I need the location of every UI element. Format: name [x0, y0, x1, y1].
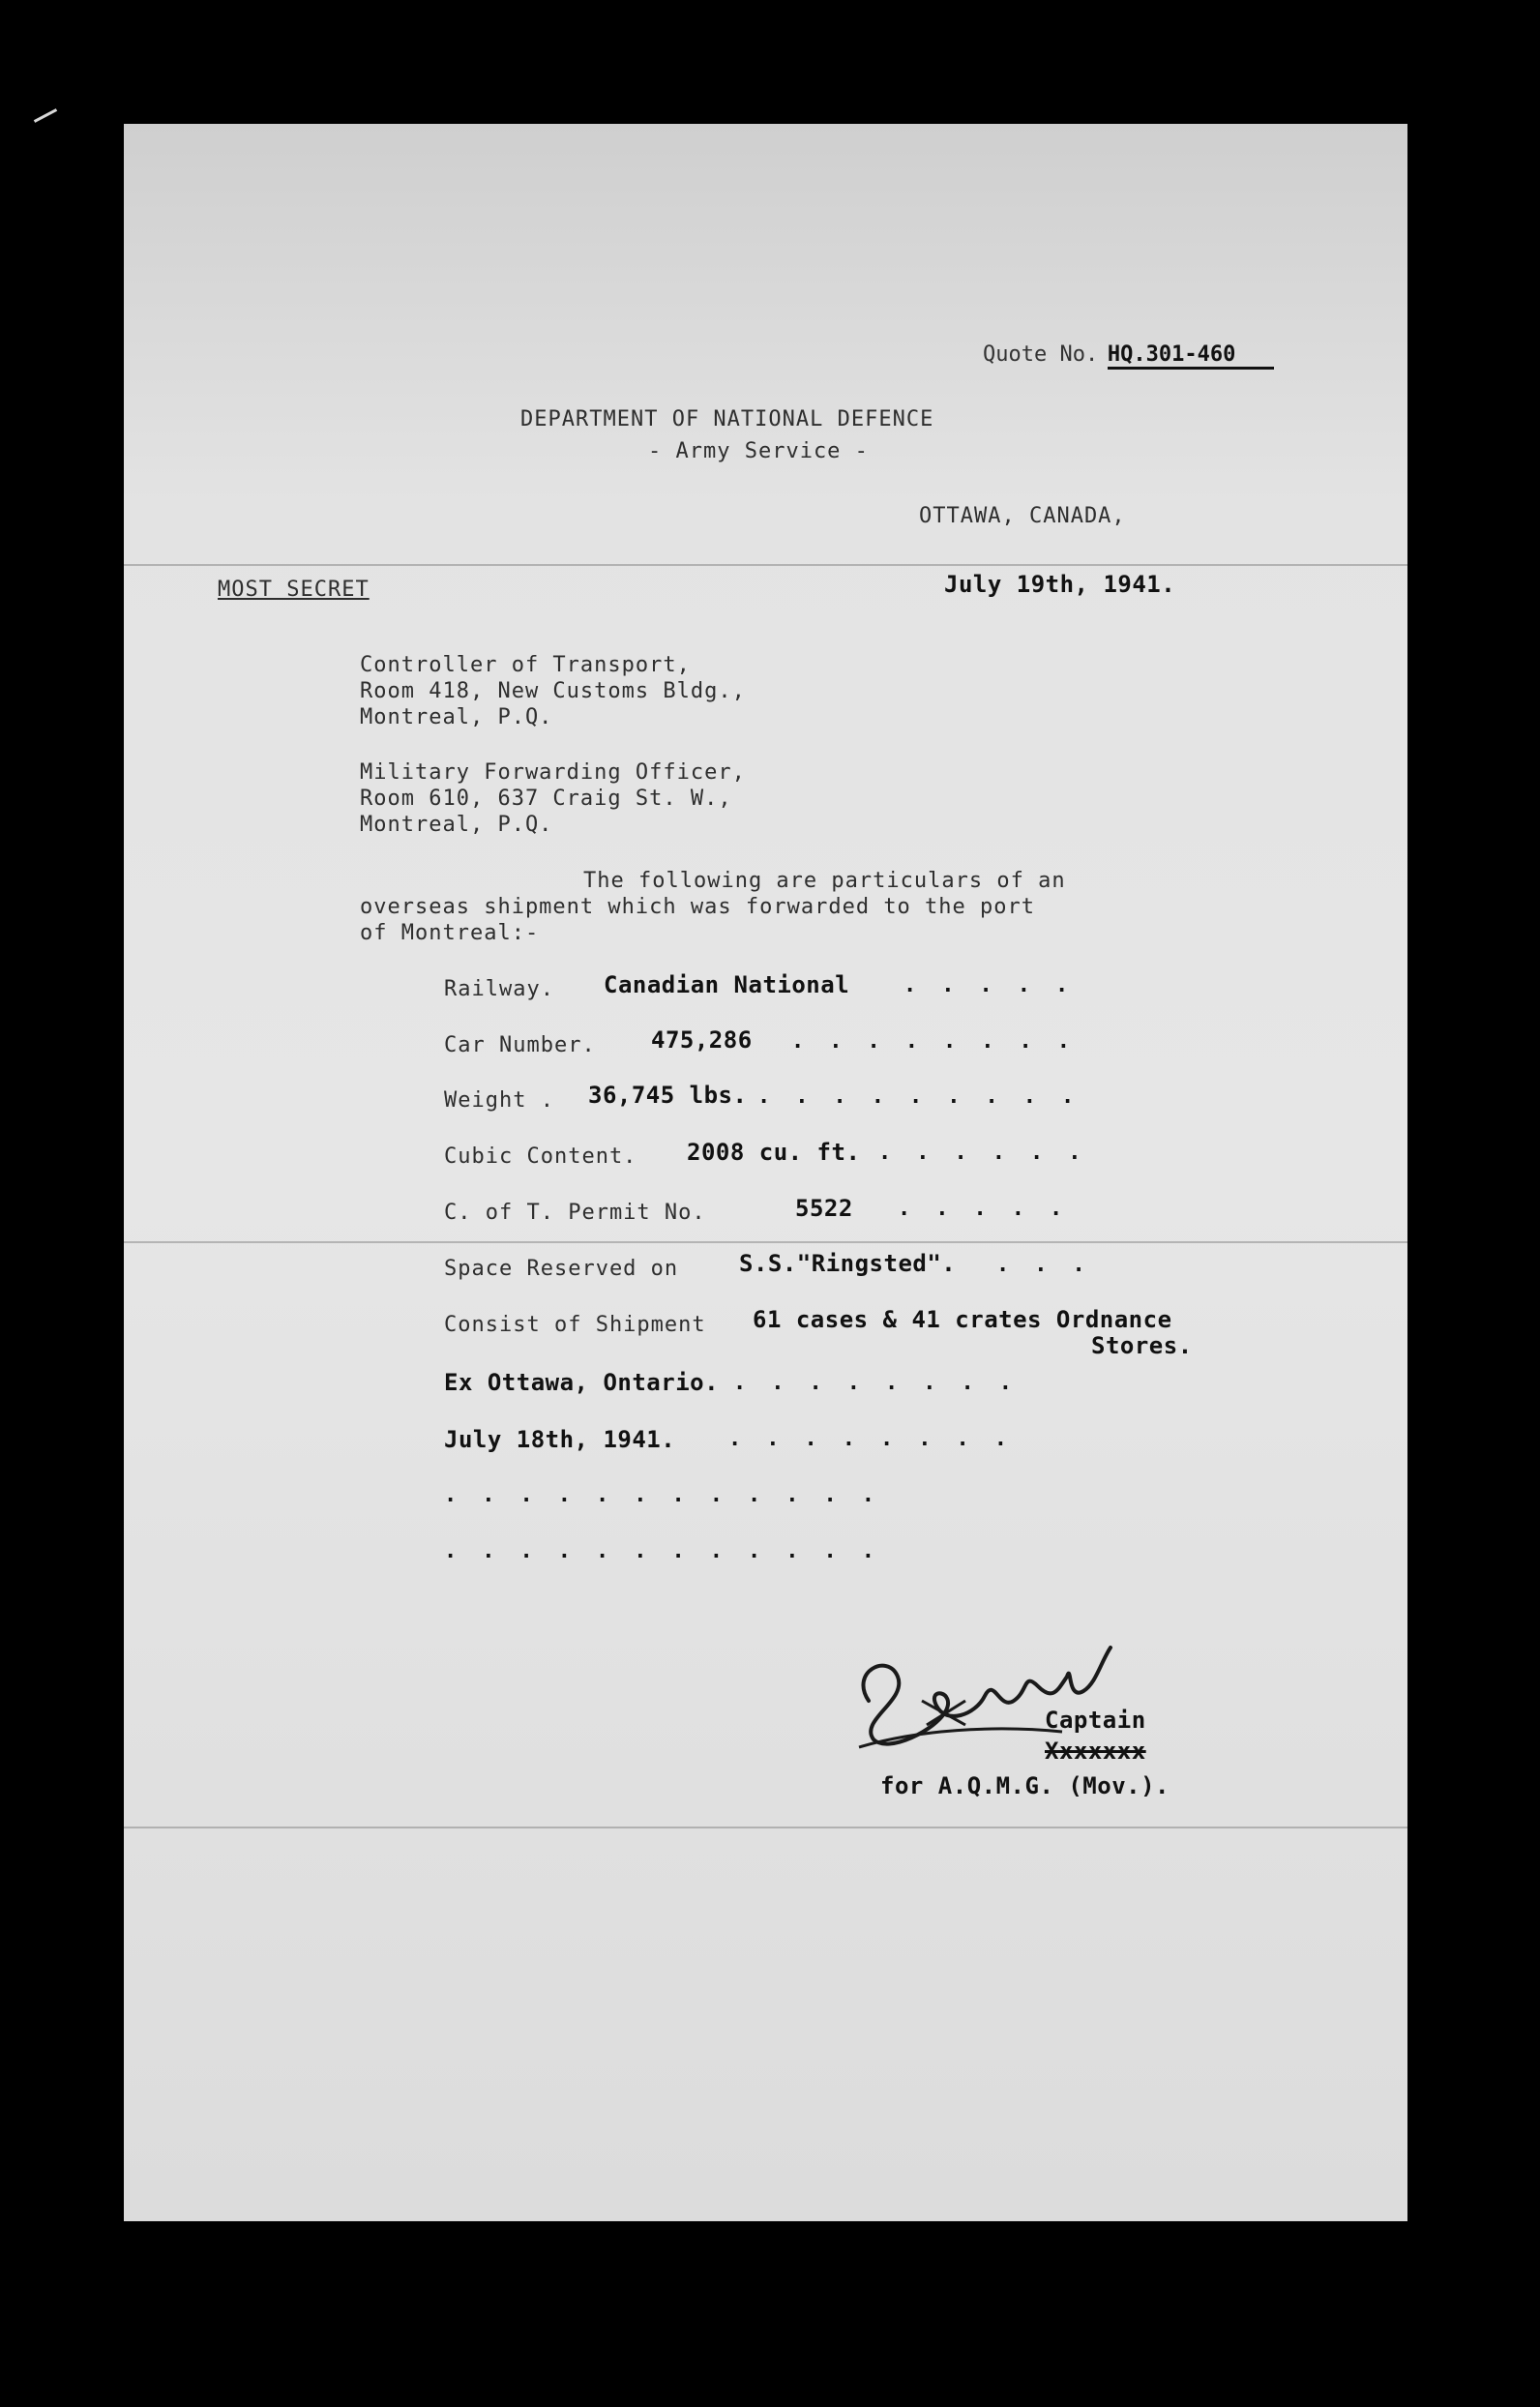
signer-title: Captain	[1045, 1707, 1146, 1734]
city-line: OTTAWA, CANADA,	[919, 504, 1126, 528]
for-line: for A.Q.M.G. (Mov.).	[880, 1772, 1170, 1799]
quote-number	[983, 342, 1274, 367]
leader-dots: .....	[903, 973, 1094, 997]
permit-value: 5522	[795, 1195, 853, 1222]
addressee-1-line-1: Controller of Transport,	[360, 653, 691, 677]
addressee-2-line-1: Military Forwarding Officer,	[360, 760, 746, 785]
leader-dots: ............	[444, 1483, 900, 1507]
service-subheading: - Army Service -	[648, 439, 869, 463]
weight-value: 36,745 lbs.	[588, 1082, 748, 1109]
fold-line	[124, 1241, 1407, 1243]
leader-dots: ........	[791, 1029, 1095, 1054]
intro-line-2: overseas shipment which was forwarded to the port	[360, 895, 1036, 919]
permit-label: C. of T. Permit No.	[444, 1201, 706, 1225]
struck-name: Xxxxxxx	[1045, 1738, 1146, 1765]
leader-dots: ............	[444, 1539, 900, 1563]
leader-dots: ........	[733, 1371, 1037, 1395]
consist-value-line-2: Stores.	[1091, 1332, 1193, 1359]
fold-line	[124, 1827, 1407, 1828]
space-reserved-value: S.S."Ringsted".	[739, 1250, 957, 1277]
cubic-content-value: 2008 cu. ft.	[687, 1139, 861, 1166]
addressee-1-line-2: Room 418, New Customs Bldg.,	[360, 679, 746, 703]
railway-label: Railway.	[444, 977, 554, 1001]
origin-line: Ex Ottawa, Ontario.	[444, 1369, 720, 1396]
leader-dots: ......	[878, 1141, 1107, 1165]
leader-dots: .....	[898, 1197, 1088, 1221]
document-sheet	[124, 124, 1407, 2221]
leader-dots: ........	[728, 1427, 1032, 1451]
addressee-2-line-2: Room 610, 637 Craig St. W.,	[360, 787, 732, 811]
consist-label: Consist of Shipment	[444, 1313, 706, 1337]
leader-dots: .........	[757, 1085, 1100, 1109]
cubic-content-label: Cubic Content.	[444, 1144, 637, 1169]
railway-value: Canadian National	[604, 971, 850, 998]
letter-date: July 19th, 1941.	[944, 571, 1176, 598]
car-number-label: Car Number.	[444, 1033, 596, 1057]
classification-label: MOST SECRET	[218, 578, 370, 602]
consist-value: 61 cases & 41 crates Ordnance	[753, 1306, 1172, 1333]
department-heading: DEPARTMENT OF NATIONAL DEFENCE	[520, 407, 934, 431]
quote-label: Quote No.	[983, 342, 1099, 367]
stray-scan-mark	[34, 108, 57, 123]
intro-line-1: The following are particulars of an	[583, 869, 1066, 893]
weight-label: Weight .	[444, 1088, 554, 1113]
intro-line-3: of Montreal:-	[360, 921, 540, 945]
fold-line	[124, 564, 1407, 566]
car-number-value: 475,286	[651, 1026, 753, 1054]
ship-date-line: July 18th, 1941.	[444, 1426, 676, 1453]
addressee-2-line-3: Montreal, P.Q.	[360, 813, 553, 837]
addressee-1-line-3: Montreal, P.Q.	[360, 705, 553, 729]
leader-dots: ...	[996, 1253, 1111, 1277]
space-reserved-label: Space Reserved on	[444, 1257, 679, 1281]
quote-value: HQ.301-460	[1108, 342, 1274, 370]
